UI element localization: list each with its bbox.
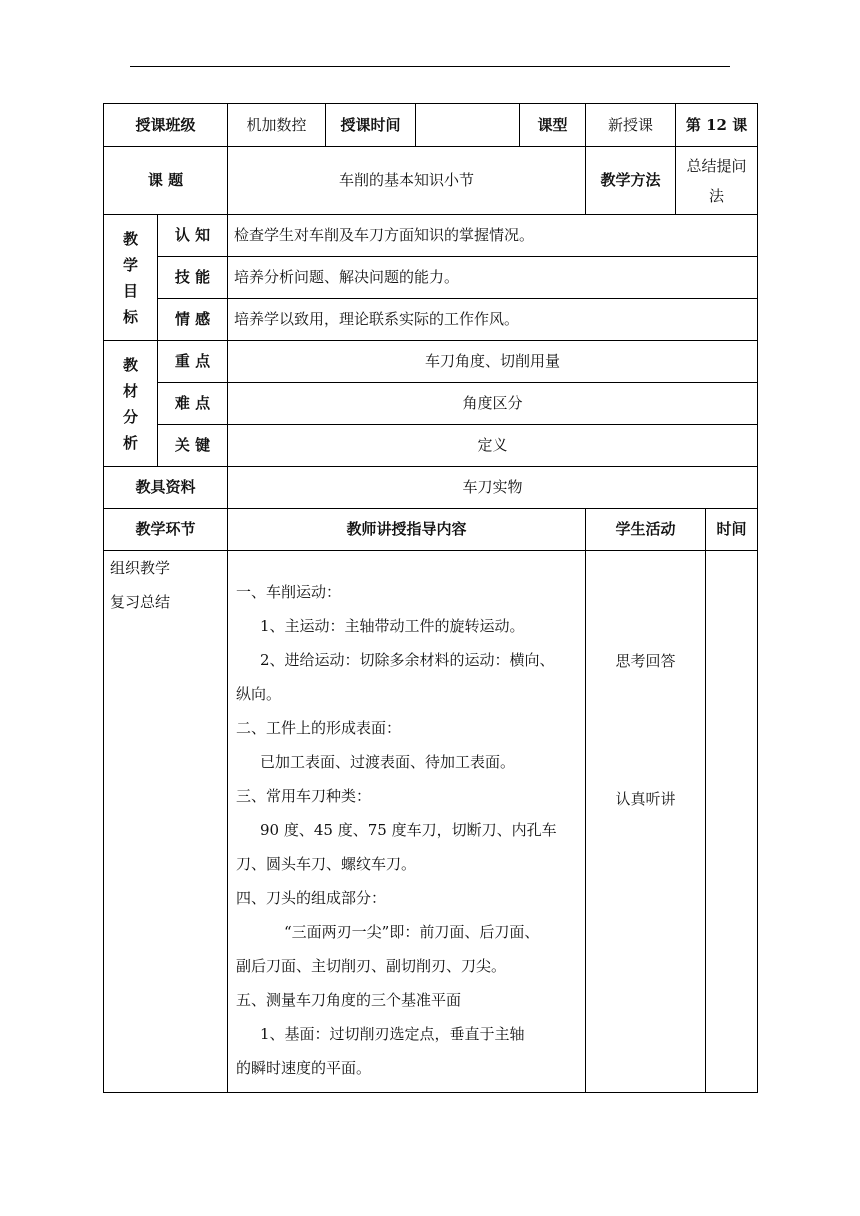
time-value	[416, 104, 520, 147]
header-rule	[130, 66, 730, 67]
topic-value: 车削的基本知识小节	[228, 147, 586, 215]
content-line: 刀、圆头车刀、螺纹车刀。	[236, 855, 417, 873]
objective-emotion-value: 培养学以致用，理论联系实际的工作作风。	[228, 299, 758, 341]
content-line: 二、工件上的形成表面：	[236, 719, 402, 737]
analysis-row	[104, 425, 758, 467]
activity-cell	[586, 551, 706, 1093]
content-line: 2、进给运动：切除多余材料的运动：横向、	[260, 651, 555, 669]
objective-emotion-label: 情 感	[158, 299, 228, 341]
objective-skill-label: 技 能	[158, 257, 228, 299]
type-value: 新授课	[586, 104, 676, 147]
objective-row	[104, 299, 758, 341]
content-line: 四、刀头的组成部分：	[236, 889, 387, 907]
objective-row	[104, 215, 758, 257]
analysis-key-value: 定义	[228, 425, 758, 467]
content-row	[104, 551, 758, 1093]
columns-header-row	[104, 509, 758, 551]
topic-row	[104, 147, 758, 215]
activity-item: 认真听讲	[615, 790, 676, 808]
stage-cell	[104, 551, 228, 1093]
analysis-key-label: 关 键	[158, 425, 228, 467]
column-content: 教师讲授指导内容	[228, 509, 586, 551]
content-line: 1、主运动：主轴带动工件的旋转运动。	[260, 617, 525, 635]
column-stage: 教学环节	[104, 509, 228, 551]
lesson-plan-table	[103, 103, 758, 1093]
stage-item: 复习总结	[110, 593, 171, 611]
type-label: 课型	[520, 104, 586, 147]
content-line: 三、常用车刀种类：	[236, 787, 372, 805]
materials-value: 车刀实物	[228, 467, 758, 509]
topic-label: 课 题	[104, 147, 228, 215]
content-line: 五、测量车刀角度的三个基准平面	[236, 991, 462, 1009]
content-line: 的瞬时速度的平面。	[236, 1059, 372, 1077]
objectives-label: 教 学 目 标	[104, 215, 158, 341]
time-label: 授课时间	[326, 104, 416, 147]
analysis-row	[104, 341, 758, 383]
content-line: “三面两刃一尖”即：前刀面、后刀面、	[284, 923, 540, 941]
header-row	[104, 104, 758, 147]
method-value: 总结提问法	[676, 147, 758, 215]
lesson-number: 第 12 课	[676, 104, 758, 147]
objective-skill-value: 培养分析问题、解决问题的能力。	[228, 257, 758, 299]
content-cell	[228, 551, 586, 1093]
analysis-difficulty-label: 难 点	[158, 383, 228, 425]
analysis-row	[104, 383, 758, 425]
materials-label: 教具资料	[104, 467, 228, 509]
column-time: 时间	[706, 509, 758, 551]
content-line: 已加工表面、过渡表面、待加工表面。	[260, 753, 516, 771]
column-activity: 学生活动	[586, 509, 706, 551]
content-line: 1、基面：过切削刃选定点，垂直于主轴	[260, 1025, 525, 1043]
analysis-focus-value: 车刀角度、切削用量	[228, 341, 758, 383]
analysis-label: 教 材 分 析	[104, 341, 158, 467]
content-line: 一、车削运动：	[236, 583, 342, 601]
class-label: 授课班级	[104, 104, 228, 147]
time-cell	[706, 551, 758, 1093]
content-line: 纵向。	[236, 685, 282, 703]
content-line: 副后刀面、主切削刃、副切削刃、刀尖。	[236, 957, 507, 975]
objective-cognitive-value: 检查学生对车削及车刀方面知识的掌握情况。	[228, 215, 758, 257]
analysis-focus-label: 重 点	[158, 341, 228, 383]
method-label: 教学方法	[586, 147, 676, 215]
objective-row	[104, 257, 758, 299]
stage-item: 组织教学	[110, 559, 171, 577]
content-line: 90 度、45 度、75 度车刀，切断刀、内孔车	[260, 821, 557, 839]
objective-cognitive-label: 认 知	[158, 215, 228, 257]
materials-row	[104, 467, 758, 509]
analysis-difficulty-value: 角度区分	[228, 383, 758, 425]
class-value: 机加数控	[228, 104, 326, 147]
activity-item: 思考回答	[615, 652, 676, 670]
